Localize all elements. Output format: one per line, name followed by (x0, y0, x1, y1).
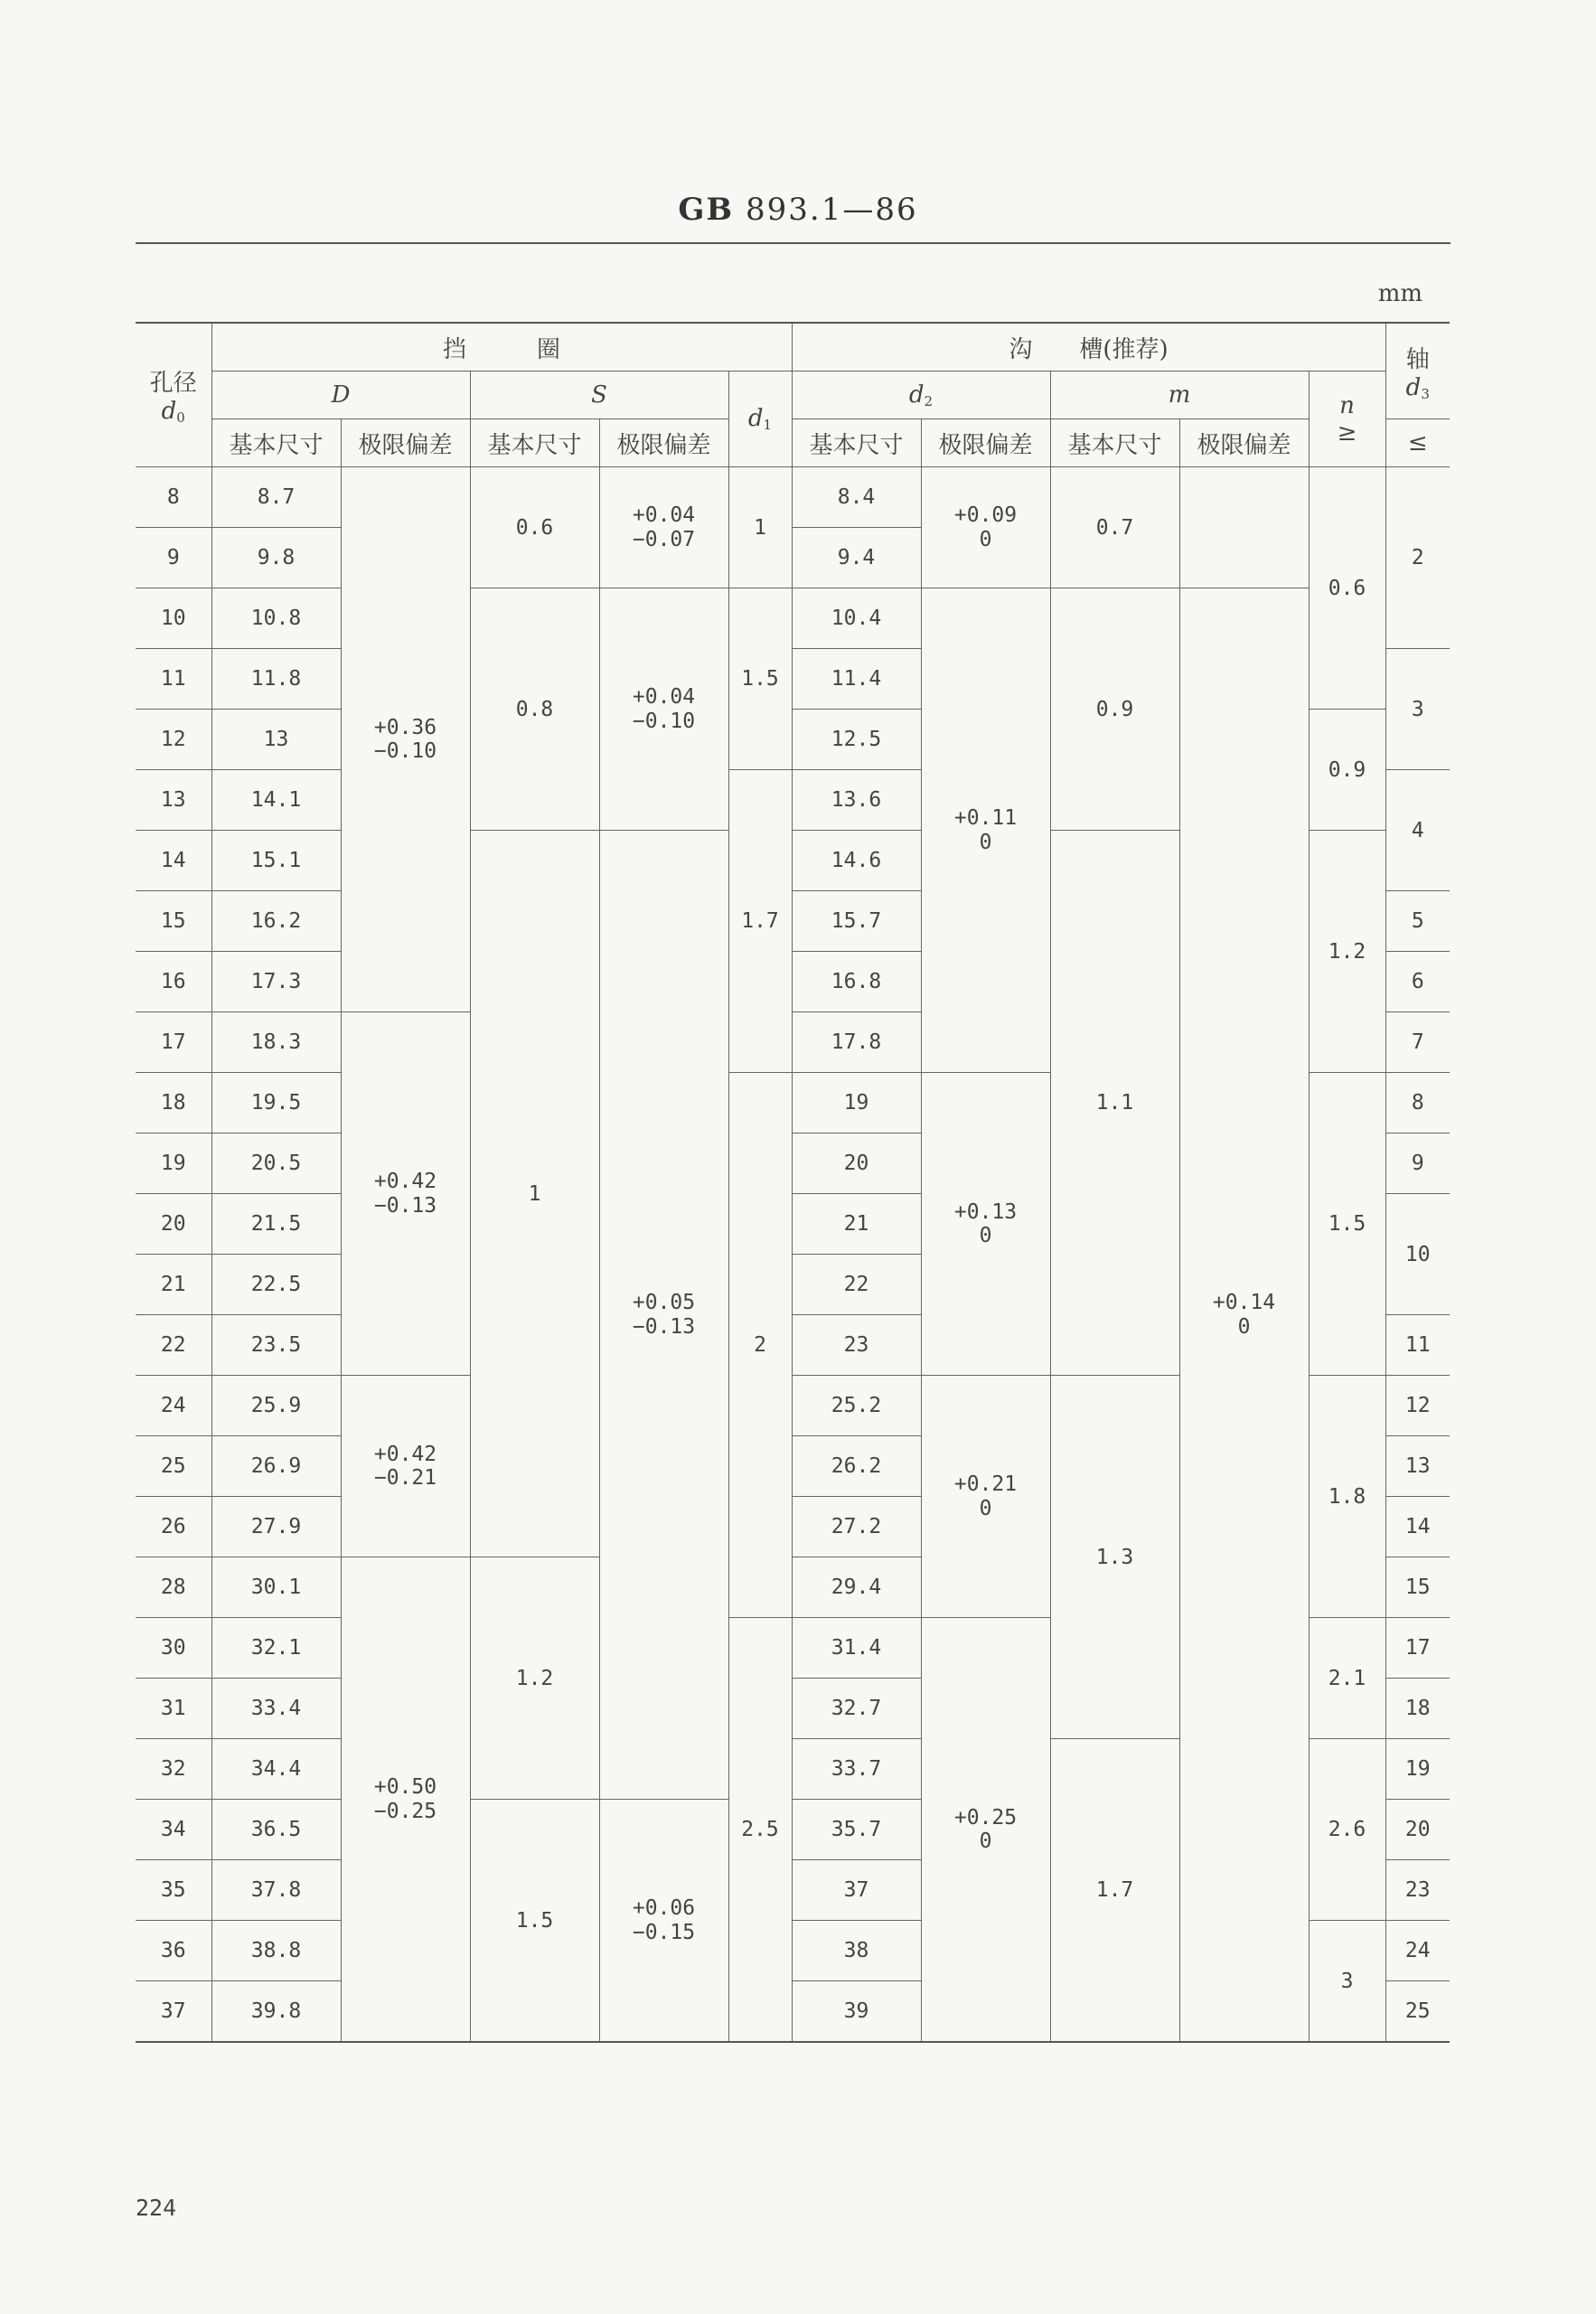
header-ring: 挡 圈 (211, 323, 792, 372)
cell-D: 30.1 (211, 1557, 341, 1618)
cell-d2: 9.4 (792, 528, 921, 588)
tolerance-lower: −0.07 (632, 527, 696, 551)
cell-d3: 3 (1385, 649, 1450, 770)
tolerance-lower: −0.13 (632, 1314, 696, 1339)
cell-S: 0.8 (470, 588, 599, 831)
cell-d0: 31 (136, 1679, 211, 1739)
tolerance-upper: +0.36 (373, 715, 437, 739)
cell-D: 36.5 (211, 1800, 341, 1860)
tolerance-upper: +0.13 (953, 1199, 1018, 1224)
cell-d2: 26.2 (792, 1436, 921, 1497)
header-m-basic: 基本尺寸 (1050, 419, 1179, 467)
cell-S: 0.6 (470, 467, 599, 588)
cell-d2: 13.6 (792, 770, 921, 831)
cell-m: 1.3 (1050, 1376, 1179, 1739)
tolerance-lower: 0 (979, 527, 992, 551)
cell-d3: 7 (1385, 1012, 1450, 1073)
cell-d3: 23 (1385, 1860, 1450, 1921)
cell-d0: 35 (136, 1860, 211, 1921)
cell-D: 18.3 (211, 1012, 341, 1073)
cell-d2: 10.4 (792, 588, 921, 649)
cell-d0: 30 (136, 1618, 211, 1679)
cell-d1: 1.5 (728, 588, 792, 770)
cell-d3: 6 (1385, 952, 1450, 1012)
cell-d2: 15.7 (792, 891, 921, 952)
cell-D: 25.9 (211, 1376, 341, 1436)
cell-d2: 20 (792, 1133, 921, 1194)
tolerance-upper: +0.11 (953, 806, 1018, 831)
cell-D-dev (341, 1376, 470, 1557)
cell-m: 0.9 (1050, 588, 1179, 831)
header-d1-var: d (747, 405, 764, 432)
cell-d0: 21 (136, 1255, 211, 1315)
header-S-basic: 基本尺寸 (470, 419, 599, 467)
header-d2-var: d (908, 381, 925, 409)
cell-D: 10.8 (211, 588, 341, 649)
cell-S-dev (599, 467, 728, 588)
cell-D: 37.8 (211, 1860, 341, 1921)
header-bore-sub: 0 (176, 409, 185, 426)
cell-d3: 14 (1385, 1497, 1450, 1557)
cell-d2: 38 (792, 1921, 921, 1981)
cell-d0: 15 (136, 891, 211, 952)
cell-d3: 15 (1385, 1557, 1450, 1618)
cell-D: 38.8 (211, 1921, 341, 1981)
cell-d0: 9 (136, 528, 211, 588)
cell-d2: 23 (792, 1315, 921, 1376)
cell-d3: 2 (1385, 467, 1450, 649)
header-d2-basic: 基本尺寸 (792, 419, 921, 467)
standard-code (0, 192, 1596, 228)
unit-label: mm (1377, 280, 1422, 307)
cell-d2: 8.4 (792, 467, 921, 528)
header-d1 (728, 372, 792, 467)
header-shaft-label: 轴 (1405, 345, 1430, 373)
header-D-dev: 极限偏差 (341, 419, 470, 467)
cell-d0: 20 (136, 1194, 211, 1255)
cell-d3: 18 (1385, 1679, 1450, 1739)
header-shaft-var: d (1405, 373, 1422, 401)
cell-d0: 12 (136, 710, 211, 770)
standard-number: 893.1—86 (745, 192, 918, 228)
tolerance-lower: −0.10 (632, 709, 696, 733)
cell-d2-dev (921, 1618, 1050, 2043)
cell-d1: 2.5 (728, 1618, 792, 2043)
cell-d0: 17 (136, 1012, 211, 1073)
cell-S: 1.2 (470, 1557, 599, 1800)
cell-n: 2.6 (1309, 1739, 1385, 1921)
cell-S-dev (599, 588, 728, 831)
cell-d2: 39 (792, 1981, 921, 2043)
tolerance-upper: +0.04 (632, 685, 696, 710)
cell-m: 0.7 (1050, 467, 1179, 588)
header-d2-sub: 2 (924, 392, 934, 409)
cell-D-dev (341, 1012, 470, 1376)
cell-d2: 11.4 (792, 649, 921, 710)
table-row (136, 467, 1450, 528)
cell-D: 16.2 (211, 891, 341, 952)
tolerance-lower: 0 (979, 1496, 992, 1520)
cell-D: 39.8 (211, 1981, 341, 2043)
cell-d2: 14.6 (792, 831, 921, 891)
retaining-ring-table (136, 322, 1450, 2043)
header-n (1309, 372, 1385, 467)
cell-d0: 28 (136, 1557, 211, 1618)
tolerance-lower: 0 (979, 1224, 992, 1247)
cell-d0: 14 (136, 831, 211, 891)
cell-d3: 13 (1385, 1436, 1450, 1497)
tolerance-upper: +0.50 (373, 1775, 437, 1800)
cell-d2: 19 (792, 1073, 921, 1133)
cell-d2: 12.5 (792, 710, 921, 770)
cell-S-dev (599, 831, 728, 1800)
header-D-basic: 基本尺寸 (211, 419, 341, 467)
tolerance-lower: −0.21 (373, 1466, 437, 1490)
cell-d0: 11 (136, 649, 211, 710)
header-shaft-sym: ≤ (1385, 419, 1450, 467)
cell-D: 23.5 (211, 1315, 341, 1376)
header-D: D (211, 372, 470, 419)
tolerance-upper: +0.06 (632, 1896, 696, 1921)
cell-d2-dev (921, 1073, 1050, 1376)
cell-m-dev (1179, 588, 1309, 2043)
header-groove: 沟 槽(推荐) (792, 323, 1385, 372)
cell-d0: 8 (136, 467, 211, 528)
tolerance-upper: +0.21 (953, 1472, 1018, 1497)
cell-d3: 24 (1385, 1921, 1450, 1981)
cell-d2-dev (921, 467, 1050, 588)
cell-d0: 24 (136, 1376, 211, 1436)
cell-d0: 10 (136, 588, 211, 649)
cell-d1: 1 (728, 467, 792, 588)
cell-d3: 4 (1385, 770, 1450, 891)
cell-d0: 36 (136, 1921, 211, 1981)
cell-d3: 25 (1385, 1981, 1450, 2043)
cell-d2: 25.2 (792, 1376, 921, 1436)
cell-d2: 32.7 (792, 1679, 921, 1739)
tolerance-upper: +0.25 (953, 1805, 1018, 1830)
tolerance-upper: +0.05 (632, 1291, 696, 1315)
cell-D: 27.9 (211, 1497, 341, 1557)
cell-n: 2.1 (1309, 1618, 1385, 1739)
cell-d0: 22 (136, 1315, 211, 1376)
tolerance-upper: +0.04 (632, 503, 696, 528)
tolerance-upper: +0.42 (373, 1442, 437, 1466)
cell-D: 8.7 (211, 467, 341, 528)
cell-d2: 16.8 (792, 952, 921, 1012)
tolerance-upper: +0.42 (373, 1170, 437, 1194)
cell-d0: 18 (136, 1073, 211, 1133)
cell-d3: 19 (1385, 1739, 1450, 1800)
header-n-var: n (1339, 391, 1355, 419)
cell-d2: 35.7 (792, 1800, 921, 1860)
cell-S: 1 (470, 831, 599, 1557)
cell-S: 1.5 (470, 1800, 599, 2043)
cell-m: 1.1 (1050, 831, 1179, 1376)
cell-d1: 2 (728, 1073, 792, 1618)
header-bore-var: d (161, 398, 177, 425)
cell-n: 1.8 (1309, 1376, 1385, 1618)
tolerance-lower: −0.13 (373, 1193, 437, 1218)
cell-d2-dev (921, 1376, 1050, 1618)
cell-d2: 17.8 (792, 1012, 921, 1073)
header-bore (136, 323, 211, 467)
tolerance-lower: 0 (979, 830, 992, 854)
cell-d2: 33.7 (792, 1739, 921, 1800)
cell-d0: 19 (136, 1133, 211, 1194)
header-d1-sub: 1 (763, 417, 773, 433)
cell-D: 21.5 (211, 1194, 341, 1255)
standard-prefix: GB (678, 192, 735, 228)
header-m-dev: 极限偏差 (1179, 419, 1309, 467)
cell-D: 34.4 (211, 1739, 341, 1800)
cell-D: 9.8 (211, 528, 341, 588)
cell-d0: 16 (136, 952, 211, 1012)
header-m: m (1050, 372, 1309, 419)
header-bore-label: 孔径 (149, 370, 197, 397)
header-S: S (470, 372, 728, 419)
tolerance-upper: +0.09 (953, 503, 1018, 528)
tolerance-lower: 0 (979, 1830, 992, 1853)
header-rule (136, 242, 1450, 244)
cell-D: 33.4 (211, 1679, 341, 1739)
cell-d3: 10 (1385, 1194, 1450, 1315)
header-shaft-sub: 3 (1421, 385, 1430, 402)
cell-D: 11.8 (211, 649, 341, 710)
cell-n: 1.2 (1309, 831, 1385, 1073)
cell-d0: 25 (136, 1436, 211, 1497)
cell-n: 0.6 (1309, 467, 1385, 710)
cell-d0: 37 (136, 1981, 211, 2043)
cell-d3: 9 (1385, 1133, 1450, 1194)
cell-d2: 27.2 (792, 1497, 921, 1557)
table-row (136, 588, 1450, 649)
cell-n: 1.5 (1309, 1073, 1385, 1376)
cell-D: 14.1 (211, 770, 341, 831)
cell-d0: 34 (136, 1800, 211, 1860)
page-number: 224 (136, 2195, 177, 2221)
cell-D: 13 (211, 710, 341, 770)
cell-D-dev (341, 1557, 470, 2043)
cell-d3: 17 (1385, 1618, 1450, 1679)
cell-D: 17.3 (211, 952, 341, 1012)
tolerance-upper: +0.14 (1212, 1291, 1276, 1315)
cell-n: 3 (1309, 1921, 1385, 2043)
tolerance-lower: 0 (1237, 1314, 1251, 1339)
cell-d0: 13 (136, 770, 211, 831)
cell-m-dev (1179, 467, 1309, 588)
cell-d1: 1.7 (728, 770, 792, 1073)
tolerance-lower: −0.25 (373, 1799, 437, 1823)
tolerance-lower: −0.10 (373, 739, 437, 763)
cell-D-dev (341, 467, 470, 1012)
cell-D: 22.5 (211, 1255, 341, 1315)
table-body (136, 467, 1450, 2043)
cell-m: 1.7 (1050, 1739, 1179, 2043)
cell-d0: 26 (136, 1497, 211, 1557)
cell-d3: 20 (1385, 1800, 1450, 1860)
header-d2-dev: 极限偏差 (921, 419, 1050, 467)
cell-d2-dev (921, 588, 1050, 1073)
header-shaft (1385, 323, 1450, 419)
cell-d2: 29.4 (792, 1557, 921, 1618)
cell-D: 15.1 (211, 831, 341, 891)
header-d2 (792, 372, 1050, 419)
cell-D: 26.9 (211, 1436, 341, 1497)
cell-d2: 22 (792, 1255, 921, 1315)
cell-n: 0.9 (1309, 710, 1385, 831)
cell-d2: 31.4 (792, 1618, 921, 1679)
cell-d3: 5 (1385, 891, 1450, 952)
tolerance-lower: −0.15 (632, 1920, 696, 1944)
cell-d3: 12 (1385, 1376, 1450, 1436)
cell-d3: 8 (1385, 1073, 1450, 1133)
cell-D: 32.1 (211, 1618, 341, 1679)
cell-D: 20.5 (211, 1133, 341, 1194)
cell-d3: 11 (1385, 1315, 1450, 1376)
cell-S-dev (599, 1800, 728, 2043)
cell-d2: 21 (792, 1194, 921, 1255)
header-n-sym: ≥ (1337, 419, 1357, 447)
cell-d0: 32 (136, 1739, 211, 1800)
header-S-dev: 极限偏差 (599, 419, 728, 467)
cell-d2: 37 (792, 1860, 921, 1921)
cell-D: 19.5 (211, 1073, 341, 1133)
